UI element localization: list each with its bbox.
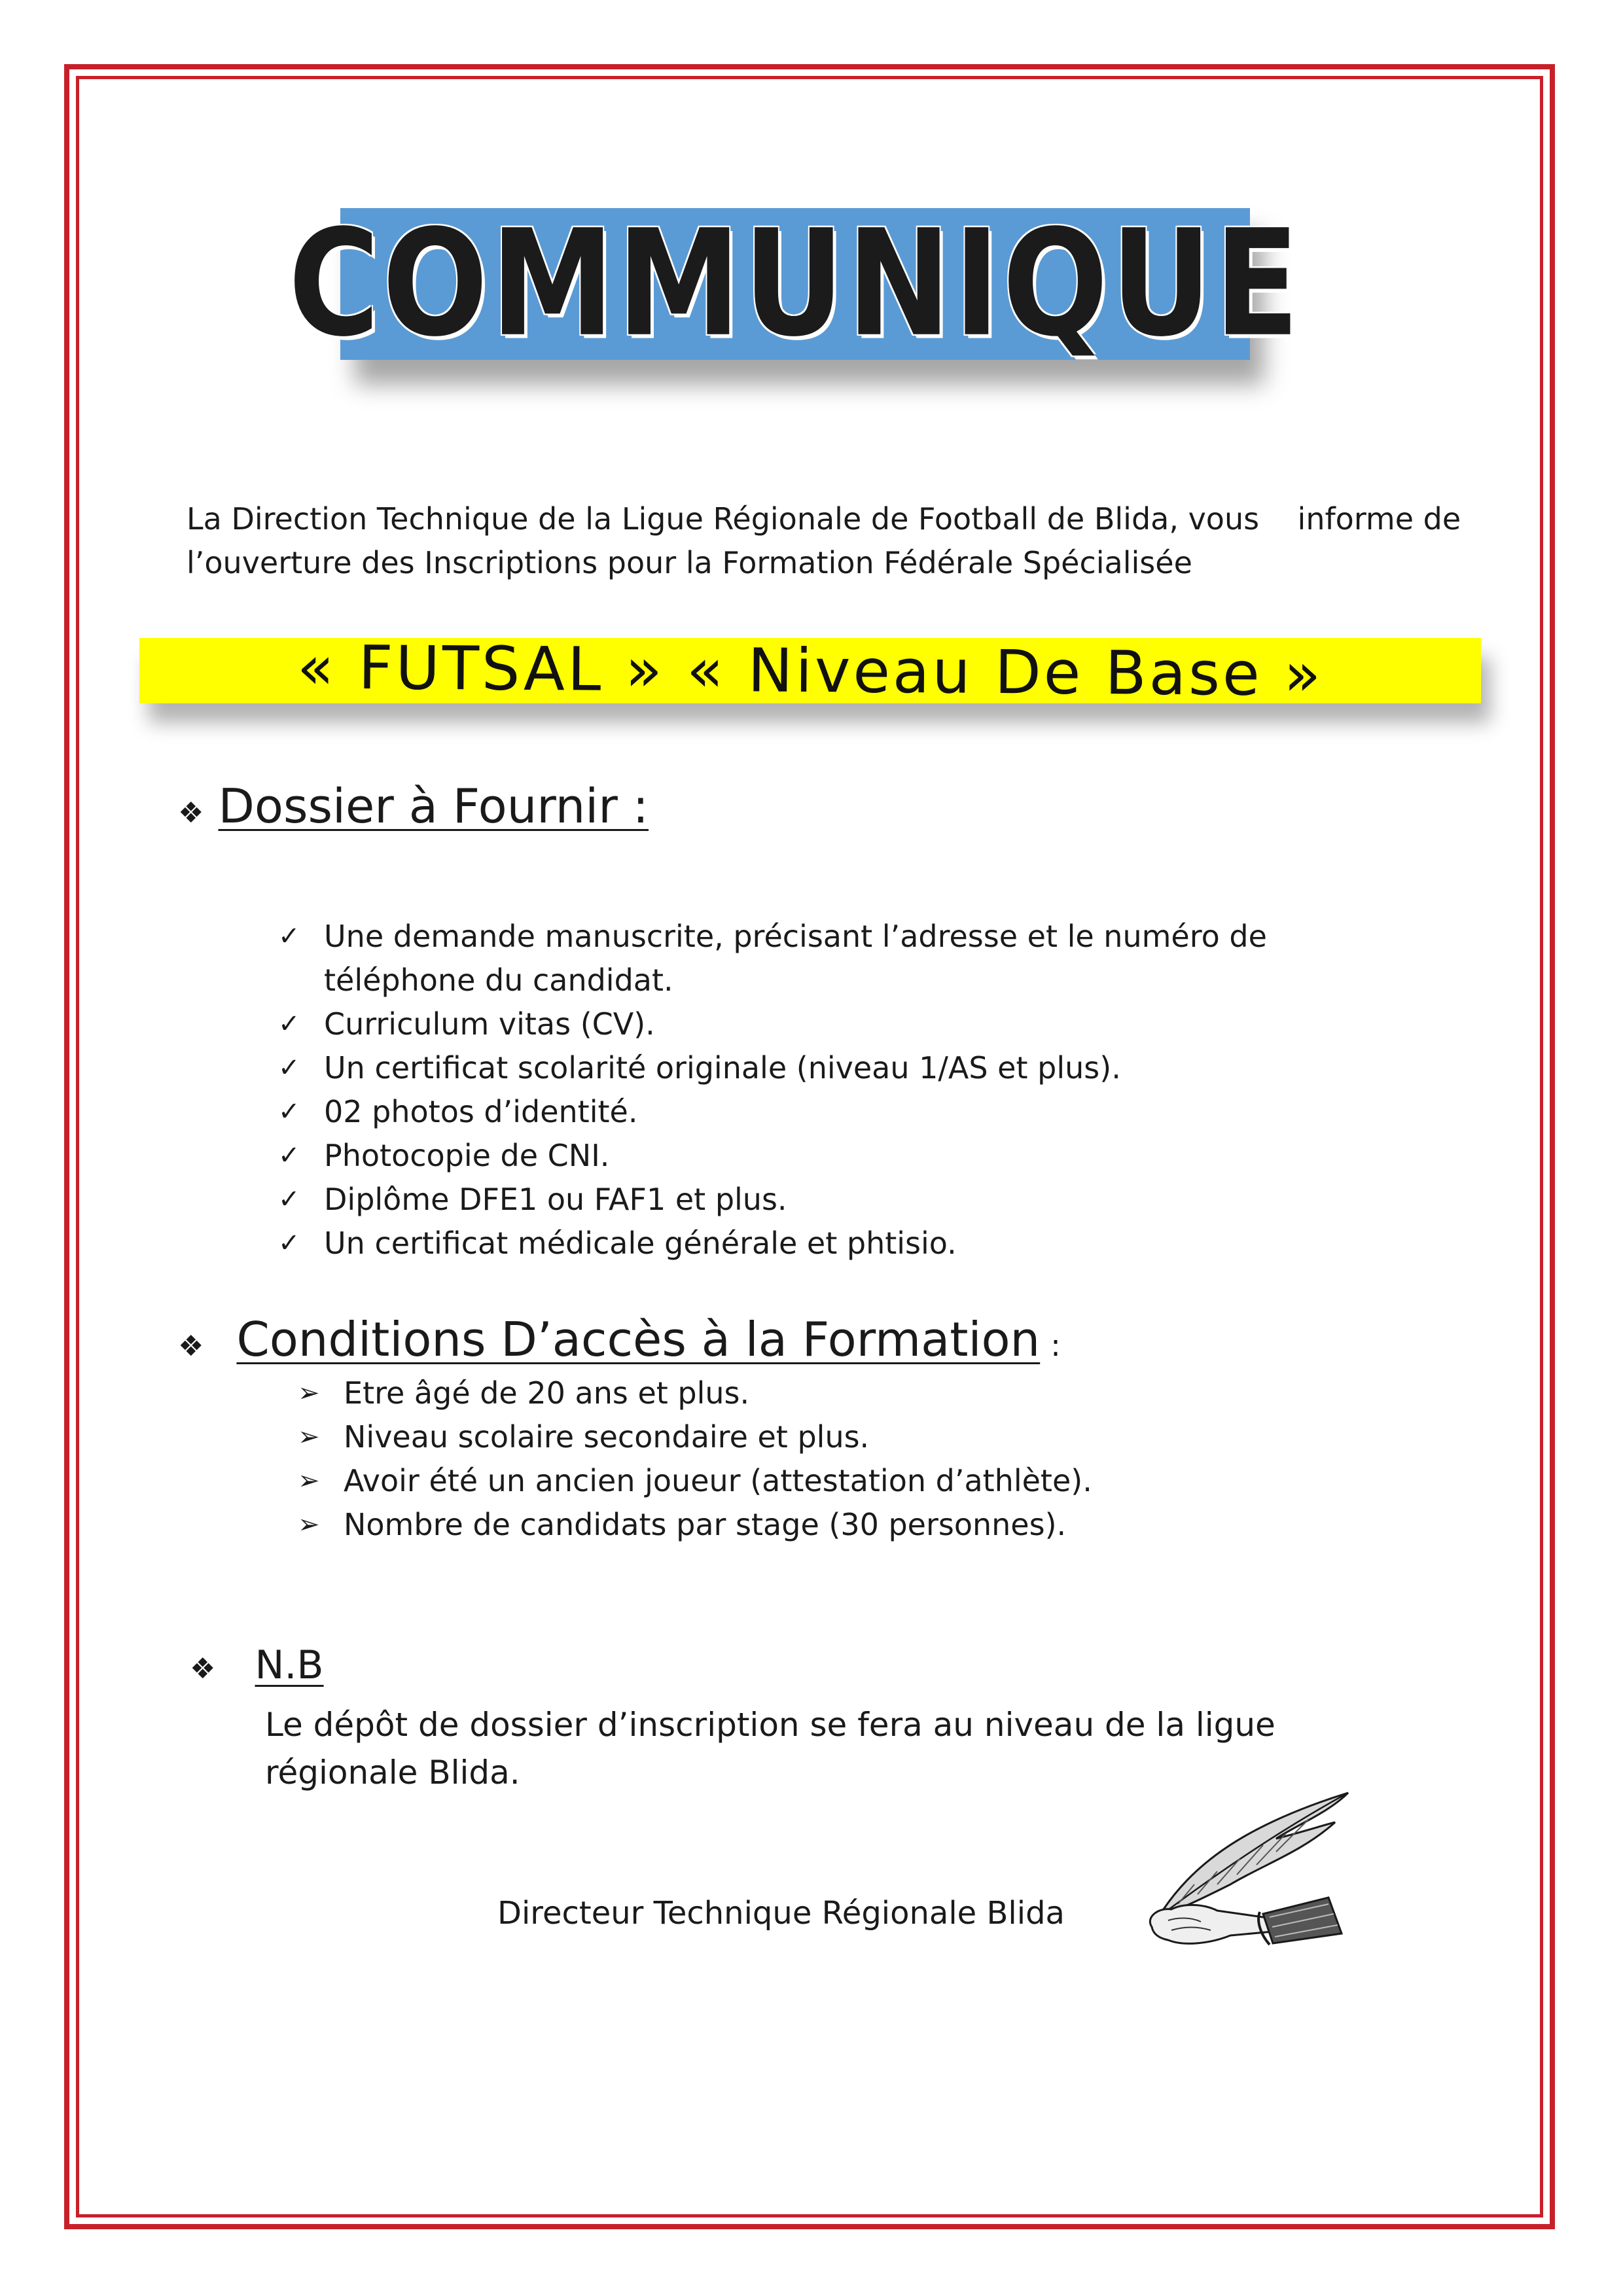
intro-line-2: l’ouverture des Inscriptions pour la Formation Fédérale Spécialisée <box>187 545 1192 580</box>
list-item: ✓ 02 photos d’identité. <box>278 1090 1312 1134</box>
checkmark-icon: ✓ <box>278 1053 300 1083</box>
list-item: ✓ Un certificat médicale générale et phtisio. <box>278 1222 1312 1265</box>
conditions-list <box>298 1371 1345 1547</box>
list-item: ➢ Niveau scolaire secondaire et plus. <box>298 1415 1345 1459</box>
checkmark-icon: ✓ <box>278 1140 300 1171</box>
diamond-bullet-icon: ❖ <box>190 1652 216 1686</box>
checkmark-icon: ✓ <box>278 1009 300 1039</box>
list-item: ✓ Un certificat scolarité originale (niveau 1/AS et plus). <box>278 1046 1312 1090</box>
dossier-list <box>278 915 1312 1265</box>
checkmark-icon: ✓ <box>278 1097 300 1127</box>
conditions-heading: Conditions D’accès à la Formation <box>236 1312 1041 1367</box>
diamond-bullet-icon: ❖ <box>178 796 204 830</box>
formation-title: « FUTSAL » « Niveau De Base » <box>296 632 1324 709</box>
signature-line: Directeur Technique Régionale Blida <box>497 1895 1065 1932</box>
list-item: ✓ Diplôme DFE1 ou FAF1 et plus. <box>278 1178 1312 1222</box>
list-item: ✓ Une demande manuscrite, précisant l’adresse et le numéro de téléphone du candidat. <box>278 915 1312 1002</box>
checkmark-icon: ✓ <box>278 1228 300 1258</box>
dossier-heading: Dossier à Fournir : <box>218 779 649 834</box>
dossier-heading-row <box>178 779 649 834</box>
quill-hand-icon <box>1132 1786 1361 1956</box>
arrow-bullet-icon: ➢ <box>298 1510 320 1540</box>
list-item: ➢ Etre âgé de 20 ans et plus. <box>298 1371 1345 1415</box>
arrow-bullet-icon: ➢ <box>298 1422 320 1452</box>
list-item: ✓ Curriculum vitas (CV). <box>278 1002 1312 1046</box>
list-item: ➢ Nombre de candidats par stage (30 personnes). <box>298 1503 1345 1547</box>
page-title: COMMUNIQUE <box>288 198 1302 369</box>
title-banner <box>288 198 1302 369</box>
nb-heading-row <box>190 1642 324 1688</box>
conditions-heading-colon: : <box>1050 1328 1061 1363</box>
list-item: ✓ Photocopie de CNI. <box>278 1134 1312 1178</box>
checkmark-icon: ✓ <box>278 1184 300 1214</box>
conditions-heading-row <box>178 1312 1061 1367</box>
nb-heading: N.B <box>255 1642 324 1688</box>
formation-banner <box>139 632 1481 709</box>
checkmark-icon: ✓ <box>278 921 300 951</box>
intro-paragraph <box>187 497 1476 585</box>
intro-line-1: La Direction Technique de la Ligue Régionale de Football de Blida, vous informe de <box>187 501 1461 537</box>
diamond-bullet-icon: ❖ <box>178 1330 204 1363</box>
arrow-bullet-icon: ➢ <box>298 1466 320 1496</box>
list-item: ➢ Avoir été un ancien joueur (attestation d’athlète). <box>298 1459 1345 1503</box>
arrow-bullet-icon: ➢ <box>298 1378 320 1408</box>
nb-text: Le dépôt de dossier d’inscription se fera au niveau de la ligue régionale Blida. <box>265 1706 1275 1792</box>
